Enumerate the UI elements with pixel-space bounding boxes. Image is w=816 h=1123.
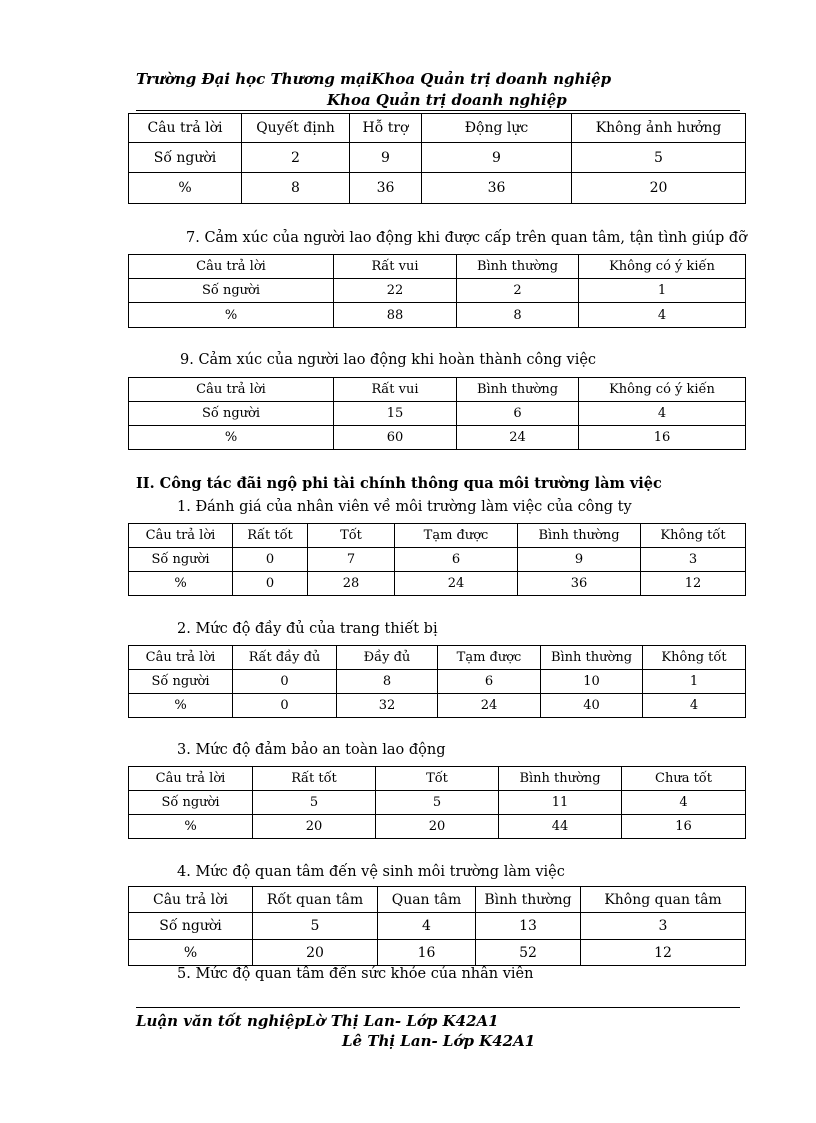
table-cell: 4 [643, 694, 746, 718]
table-cell: 4 [622, 791, 746, 815]
footer-line-1: Luận văn tốt nghiệpLờ Thị Lan- Lớp K42A1 [136, 1012, 499, 1030]
table-cell: 20 [376, 815, 499, 839]
table-cell: % [129, 694, 233, 718]
table-cell: Câu trả lời [129, 255, 334, 279]
table-cell: 60 [334, 426, 457, 450]
table-cell: 8 [337, 670, 438, 694]
table-cell: Hỗ trợ [350, 114, 422, 143]
table-cell: Rất tốt [253, 767, 376, 791]
table-cell: 24 [438, 694, 541, 718]
s1-title: 1. Đánh giá của nhân viên về môi trường làm việc của công ty [177, 499, 632, 515]
table-cell: Không tốt [643, 646, 746, 670]
table-cell: 28 [308, 572, 395, 596]
table-cell: Không có ý kiến [579, 378, 746, 402]
table-cell: 8 [242, 173, 350, 204]
table-cell: % [129, 572, 233, 596]
table-row [129, 767, 746, 791]
table-cell: Câu trả lời [129, 646, 233, 670]
table-cell: 6 [457, 402, 579, 426]
table-cell: Rất vui [334, 378, 457, 402]
table-row [129, 694, 746, 718]
header-line-2: Khoa Quản trị doanh nghiệp [327, 91, 567, 109]
table-cell: Số người [129, 548, 233, 572]
table-cell: Không có ý kiến [579, 255, 746, 279]
table-cell: Tạm được [395, 524, 518, 548]
table-cell: 36 [518, 572, 641, 596]
table-cell: % [129, 173, 242, 204]
table-row [129, 378, 746, 402]
table-cell: Câu trả lời [129, 887, 253, 913]
table-cell: 16 [378, 940, 476, 966]
table-cell: 1 [579, 279, 746, 303]
table-cell: Rất tốt [233, 524, 308, 548]
table-cell: 52 [476, 940, 581, 966]
table-row [129, 815, 746, 839]
table-cell: 4 [579, 303, 746, 328]
table-row [129, 940, 746, 966]
table-cell: Chưa tốt [622, 767, 746, 791]
table-cell: 15 [334, 402, 457, 426]
table-cell: Không ảnh hưởng [572, 114, 746, 143]
footer-rule [136, 1007, 740, 1008]
table-row [129, 670, 746, 694]
table-cell: Tốt [308, 524, 395, 548]
table-cell: 6 [395, 548, 518, 572]
table-cell: 5 [376, 791, 499, 815]
q7-title: 7. Cảm xúc của người lao động khi được cấp trên quan tâm, tận tình giúp đỡ [186, 230, 747, 246]
table-row [129, 887, 746, 913]
table-row [129, 279, 746, 303]
table-cell: Bình thường [457, 378, 579, 402]
table-s4 [128, 886, 746, 966]
table-cell: Rất vui [334, 255, 457, 279]
table-row [129, 303, 746, 328]
s5-title: 5. Mức độ quan tâm đến sức khỏe của nhân viên [177, 966, 534, 982]
table-cell: 1 [643, 670, 746, 694]
table-cell: 9 [518, 548, 641, 572]
table-cell: 36 [350, 173, 422, 204]
table-cell: Số người [129, 670, 233, 694]
table-cell: Số người [129, 913, 253, 940]
table-cell: 5 [253, 791, 376, 815]
table-cell: Câu trả lời [129, 767, 253, 791]
table-cell: Số người [129, 279, 334, 303]
table-cell: % [129, 815, 253, 839]
section-heading: II. Công tác đãi ngộ phi tài chính thông qua môi trường làm việc [136, 475, 662, 492]
table-cell: 22 [334, 279, 457, 303]
s4-title: 4. Mức độ quan tâm đến vệ sinh môi trường làm việc [177, 864, 565, 880]
footer-line-2: Lê Thị Lan- Lớp K42A1 [342, 1032, 536, 1050]
header-line-1: Trường Đại học Thương mạiKhoa Quản trị doanh nghiệp [136, 70, 612, 88]
table-cell: 11 [499, 791, 622, 815]
table-cell: 7 [308, 548, 395, 572]
table-cell: 16 [622, 815, 746, 839]
table-cell: 6 [438, 670, 541, 694]
table-cell: 40 [541, 694, 643, 718]
table-cell: 36 [422, 173, 572, 204]
table-cell: 32 [337, 694, 438, 718]
table-cell: Câu trả lời [129, 524, 233, 548]
table-q7 [128, 254, 746, 328]
table-cell: Bình thường [518, 524, 641, 548]
table-row [129, 548, 746, 572]
table-row [129, 524, 746, 548]
table-cell: 20 [572, 173, 746, 204]
table-row [129, 114, 746, 143]
table-s3 [128, 766, 746, 839]
table-cell: 24 [457, 426, 579, 450]
table-cell: 13 [476, 913, 581, 940]
table-row [129, 572, 746, 596]
table-cell: Tạm được [438, 646, 541, 670]
table-cell: Không quan tâm [581, 887, 746, 913]
table-cell: 10 [541, 670, 643, 694]
table-s1 [128, 523, 746, 596]
table-cell: % [129, 940, 253, 966]
table-cell: 0 [233, 572, 308, 596]
table-cell: % [129, 426, 334, 450]
table-cell: 3 [581, 913, 746, 940]
table-row [129, 646, 746, 670]
table-top [128, 113, 746, 204]
table-cell: 88 [334, 303, 457, 328]
table-cell: Quyết định [242, 114, 350, 143]
table-row [129, 173, 746, 204]
table-cell: Bình thường [457, 255, 579, 279]
table-cell: 0 [233, 548, 308, 572]
table-cell: 5 [572, 143, 746, 173]
table-cell: 3 [641, 548, 746, 572]
s2-title: 2. Mức độ đầy đủ của trang thiết bị [177, 621, 438, 637]
table-cell: 0 [233, 694, 337, 718]
table-cell: Số người [129, 402, 334, 426]
table-q9 [128, 377, 746, 450]
table-cell: 2 [242, 143, 350, 173]
table-cell: 12 [641, 572, 746, 596]
table-cell: Bình thường [541, 646, 643, 670]
table-cell: Câu trả lời [129, 114, 242, 143]
s3-title: 3. Mức độ đảm bảo an toàn lao động [177, 742, 446, 758]
table-row [129, 255, 746, 279]
table-cell: 20 [253, 940, 378, 966]
table-cell: Quan tâm [378, 887, 476, 913]
table-cell: 5 [253, 913, 378, 940]
table-s2 [128, 645, 746, 718]
table-cell: 8 [457, 303, 579, 328]
table-cell: Động lực [422, 114, 572, 143]
table-cell: 0 [233, 670, 337, 694]
table-cell: 4 [378, 913, 476, 940]
table-cell: Tốt [376, 767, 499, 791]
table-cell: Đầy đủ [337, 646, 438, 670]
table-cell: 4 [579, 402, 746, 426]
table-cell: Bình thường [476, 887, 581, 913]
table-cell: % [129, 303, 334, 328]
table-row [129, 402, 746, 426]
table-cell: 16 [579, 426, 746, 450]
table-cell: Rất đầy đủ [233, 646, 337, 670]
table-cell: 24 [395, 572, 518, 596]
table-cell: Không tốt [641, 524, 746, 548]
table-cell: Bình thường [499, 767, 622, 791]
table-cell: Câu trả lời [129, 378, 334, 402]
q9-title: 9. Cảm xúc của người lao động khi hoàn thành công việc [180, 352, 597, 368]
table-cell: Số người [129, 143, 242, 173]
table-cell: Số người [129, 791, 253, 815]
table-cell: 12 [581, 940, 746, 966]
table-cell: 2 [457, 279, 579, 303]
table-row [129, 791, 746, 815]
table-cell: 44 [499, 815, 622, 839]
table-cell: 9 [350, 143, 422, 173]
table-cell: Rốt quan tâm [253, 887, 378, 913]
table-row [129, 426, 746, 450]
table-row [129, 143, 746, 173]
table-row [129, 913, 746, 940]
table-cell: 20 [253, 815, 376, 839]
header-rule [136, 110, 740, 111]
table-cell: 9 [422, 143, 572, 173]
